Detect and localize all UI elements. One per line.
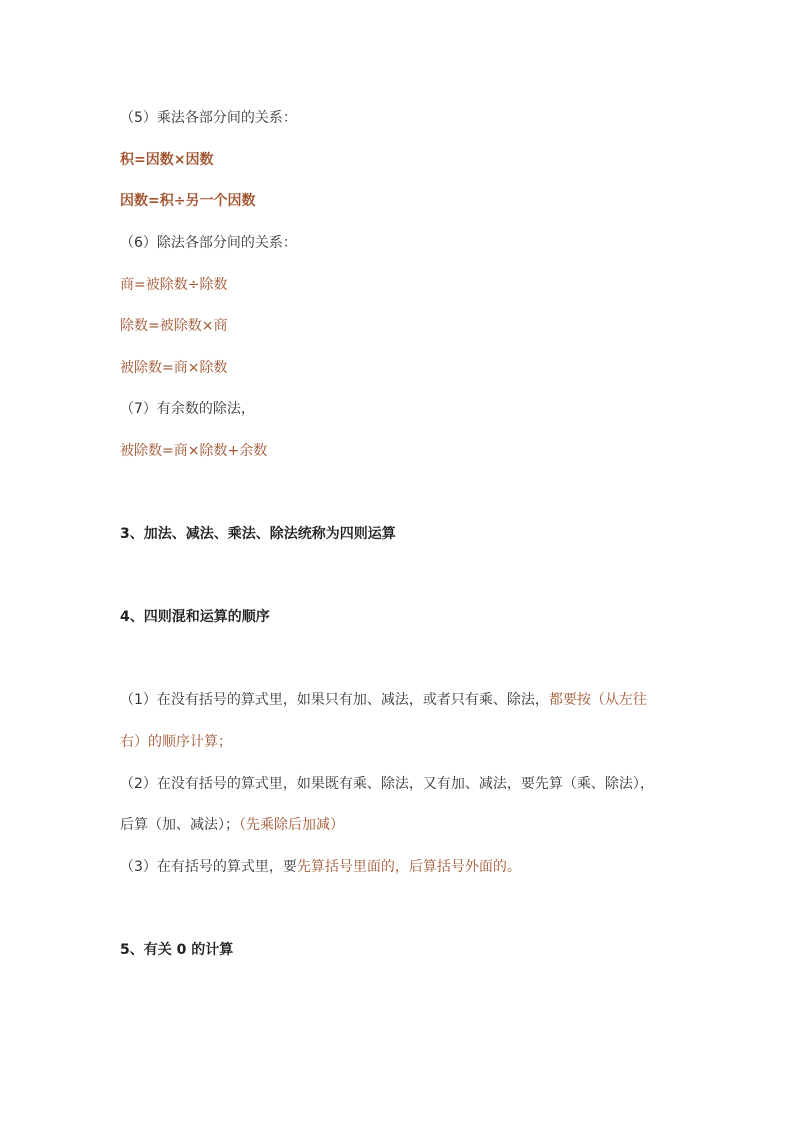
rule-1-text: （1）在没有括号的算式里，如果只有加、减法，或者只有乘、除法， — [120, 692, 549, 708]
formula-quotient: 商=被除数÷除数 — [120, 277, 228, 293]
rule-2-highlight: （先乘除后加减） — [239, 817, 344, 833]
rule-1-highlight: 都要按（从左往 — [548, 692, 647, 708]
rule-2-line2 — [120, 815, 344, 835]
rule-3-highlight: 先算括号里面的，后算括号外面的。 — [296, 859, 521, 875]
rule-2-line2-text: 后算（加、减法）； — [120, 817, 239, 833]
heading-5: 5、有关 0 的计算 — [120, 942, 234, 958]
rule-1-line2: 右）的顺序计算； — [120, 734, 232, 750]
sec6-title: （6）除法各部分间的关系： — [120, 235, 297, 251]
formula-remainder: 被除数=商×除数+余数 — [120, 443, 268, 459]
heading-4: 4、四则混和运算的顺序 — [120, 609, 270, 625]
rule-3-text: （3）在有括号的算式里，要 — [120, 859, 297, 875]
sec5-title: （5）乘法各部分间的关系： — [120, 110, 297, 126]
formula-factor: 因数=积÷另一个因数 — [120, 193, 256, 209]
rule-2: （2）在没有括号的算式里，如果既有乘、除法，又有加、减法，要先算（乘、除法）， — [120, 776, 654, 792]
heading-3: 3、加法、减法、乘法、除法统称为四则运算 — [120, 526, 396, 542]
formula-dividend: 被除数=商×除数 — [120, 360, 228, 376]
rule-1 — [120, 690, 647, 710]
formula-divisor: 除数=被除数×商 — [120, 318, 228, 334]
sec7-title: （7）有余数的除法， — [120, 401, 255, 417]
formula-product: 积=因数×因数 — [120, 152, 214, 168]
rule-3 — [120, 857, 521, 877]
